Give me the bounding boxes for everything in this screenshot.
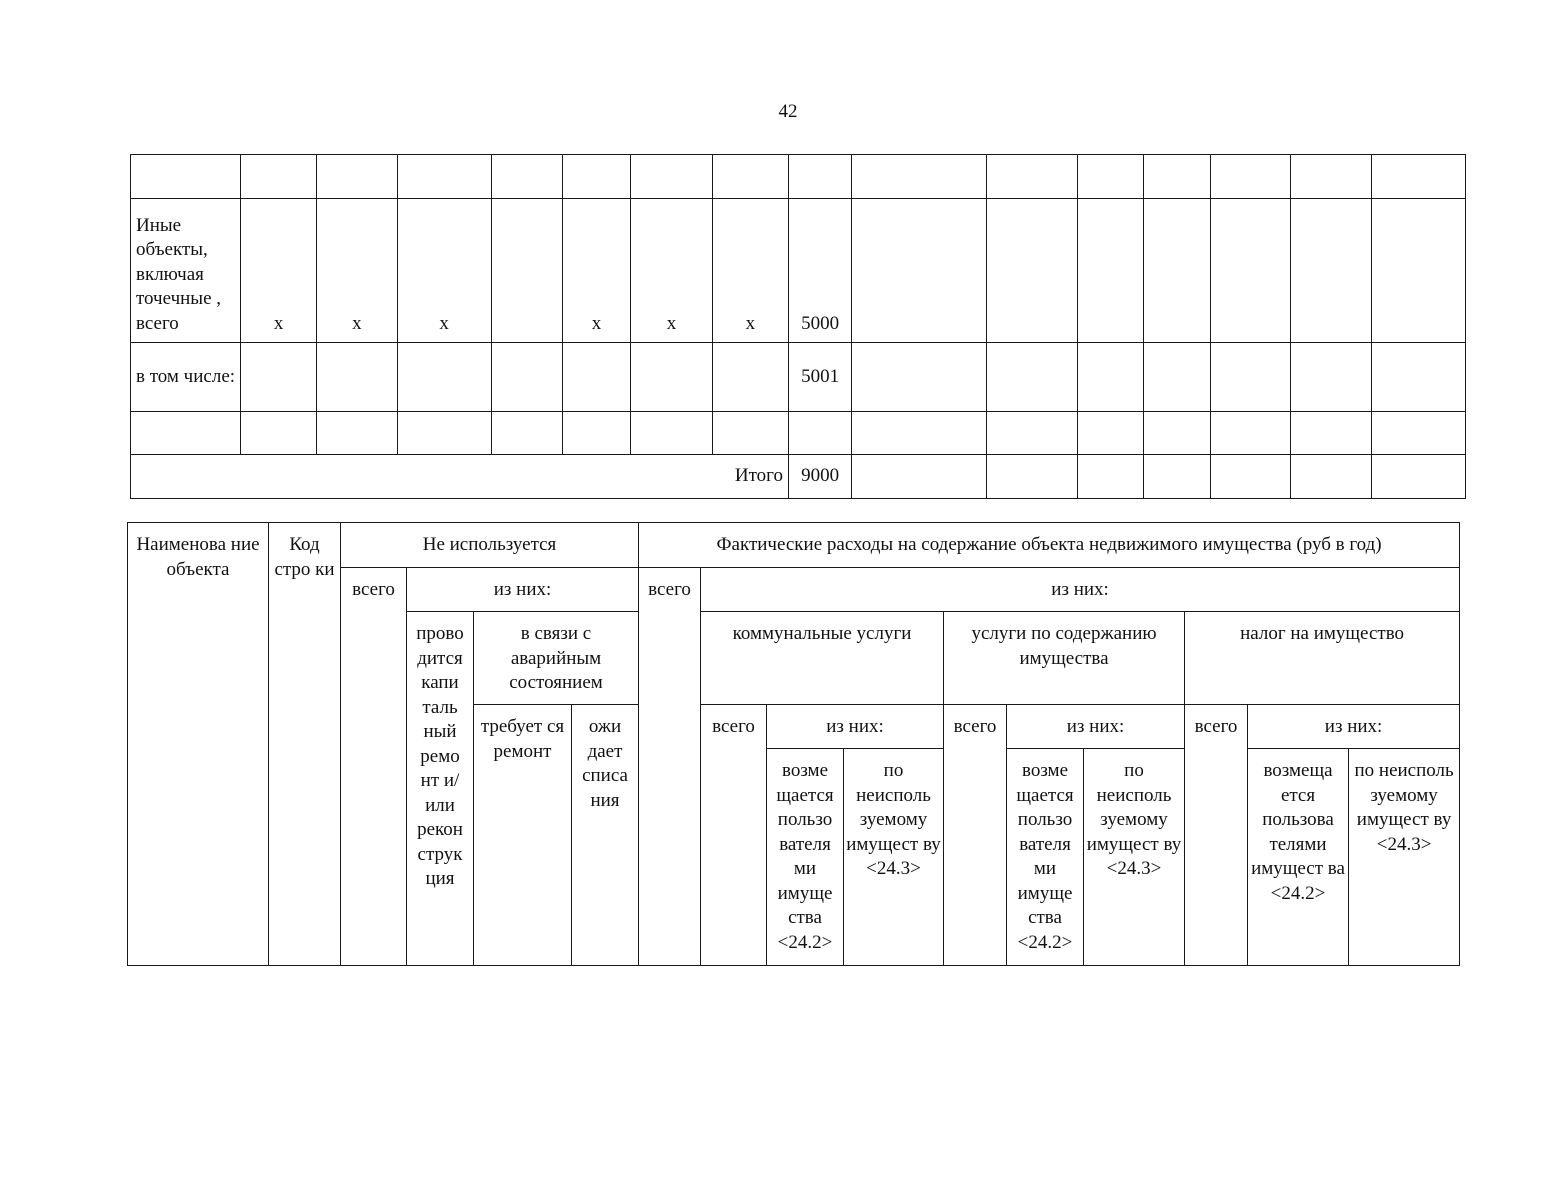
costs-total-header: всего (639, 568, 701, 966)
table-cell (1144, 412, 1211, 455)
table-cell (317, 343, 397, 412)
utilities-header: коммунальные услуги (701, 612, 944, 705)
mark-cell (491, 199, 562, 343)
table-cell (788, 155, 851, 199)
unused-utilities-header: по неисполь зуемому имущест ву <24.3> (844, 749, 944, 966)
table-cell (852, 455, 986, 499)
capital-repair-header: прово дится капи таль ный ремо нт и/или рекон струк ция (407, 612, 474, 966)
table-cell (1371, 155, 1465, 199)
table-cell (317, 412, 397, 455)
table-cell (631, 412, 712, 455)
not-used-header: Не используется (341, 523, 639, 568)
table-cell (852, 199, 986, 343)
table-cell (241, 343, 317, 412)
table-cell (1371, 412, 1465, 455)
table-cell (397, 412, 491, 455)
header-table (127, 522, 1460, 966)
table-cell (852, 155, 986, 199)
table-cell (712, 155, 788, 199)
table-cell (788, 412, 851, 455)
table-cell (852, 412, 986, 455)
property-tax-header: налог на имущество (1185, 612, 1460, 705)
mark-cell: x (397, 199, 491, 343)
table-cell (1144, 155, 1211, 199)
table-cell (1291, 455, 1371, 499)
table-cell (241, 155, 317, 199)
continuation-table (130, 154, 1466, 499)
row-code-header: Код стро ки (269, 523, 341, 966)
table-cell (1291, 343, 1371, 412)
costs-of-them-header: из них: (701, 568, 1460, 612)
table-cell (986, 343, 1077, 412)
table-cell (1211, 199, 1291, 343)
table-row-including (131, 343, 1466, 412)
mark-cell: x (241, 199, 317, 343)
mark-cell: x (562, 199, 631, 343)
table-cell (631, 155, 712, 199)
table-cell (1291, 199, 1371, 343)
table-row-other-objects (131, 199, 1466, 343)
table-cell (1211, 155, 1291, 199)
object-name-header: Наименова ние объекта (128, 523, 269, 966)
table-cell (562, 343, 631, 412)
repair-required-header: требует ся ремонт (474, 705, 572, 966)
table-cell (397, 155, 491, 199)
awaiting-writeoff-header: ожи дает списа ния (572, 705, 639, 966)
table-cell (1291, 412, 1371, 455)
table-cell (1371, 199, 1465, 343)
mark-cell: x (712, 199, 788, 343)
table-cell (986, 155, 1077, 199)
table-cell (491, 343, 562, 412)
table-cell (491, 412, 562, 455)
mark-cell: x (631, 199, 712, 343)
table-cell (986, 199, 1077, 343)
table-cell (397, 343, 491, 412)
table-cell (852, 343, 986, 412)
table-cell (1077, 155, 1144, 199)
table-cell (712, 412, 788, 455)
table-cell (1144, 455, 1211, 499)
table-cell (131, 155, 241, 199)
emergency-state-header: в связи с аварийным состоянием (474, 612, 639, 705)
reimbursed-maintenance-header: возме щается пользо вателя ми имуще ства <24.2> (1007, 749, 1084, 966)
table-cell (986, 455, 1077, 499)
actual-costs-header: Фактические расходы на содержание объекта недвижимого имущества (руб в год) (639, 523, 1460, 568)
reimbursed-utilities-header: возме щается пользо вателя ми имуще ства <24.2> (767, 749, 844, 966)
mark-cell: x (317, 199, 397, 343)
header-row-1 (128, 523, 1460, 568)
table-cell (562, 155, 631, 199)
table-cell (1077, 199, 1144, 343)
table-cell (1211, 455, 1291, 499)
table-cell (1371, 455, 1465, 499)
table-cell (712, 343, 788, 412)
table-cell (1077, 343, 1144, 412)
table-cell (1077, 455, 1144, 499)
table-row-empty (131, 412, 1466, 455)
not-used-total-header: всего (341, 568, 407, 966)
utilities-total-header: всего (701, 705, 767, 966)
page-number: 42 (778, 101, 798, 122)
utilities-of-them-header: из них: (767, 705, 944, 749)
table-cell (1144, 343, 1211, 412)
row-code: 5000 (788, 199, 851, 343)
table-row-total (131, 455, 1466, 499)
row-name: Иные объекты, включая точечные , всего (131, 199, 241, 343)
maintenance-total-header: всего (944, 705, 1007, 966)
unused-tax-header: по неисполь зуемому имущест ву <24.3> (1349, 749, 1460, 966)
total-label: Итого (131, 455, 789, 499)
table-cell (986, 412, 1077, 455)
empty-header-row (131, 155, 1466, 199)
table-cell (317, 155, 397, 199)
table-cell (1291, 155, 1371, 199)
tax-of-them-header: из них: (1248, 705, 1460, 749)
tax-total-header: всего (1185, 705, 1248, 966)
row-code: 5001 (788, 343, 851, 412)
table-cell (631, 343, 712, 412)
table-cell (1077, 412, 1144, 455)
table-cell (562, 412, 631, 455)
table-cell (1211, 412, 1291, 455)
table-cell (131, 412, 241, 455)
table-cell (1211, 343, 1291, 412)
maintenance-of-them-header: из них: (1007, 705, 1185, 749)
unused-maintenance-header: по неисполь зуемому имущест ву <24.3> (1084, 749, 1185, 966)
row-code: 9000 (788, 455, 851, 499)
table-cell (491, 155, 562, 199)
table-cell (241, 412, 317, 455)
reimbursed-tax-header: возмеща ется пользова телями имущест ва <24.2> (1248, 749, 1349, 966)
table-cell (1144, 199, 1211, 343)
row-name: в том числе: (131, 343, 241, 412)
maintenance-services-header: услуги по содержанию имущества (944, 612, 1185, 705)
table-cell (1371, 343, 1465, 412)
not-used-of-them-header: из них: (407, 568, 639, 612)
